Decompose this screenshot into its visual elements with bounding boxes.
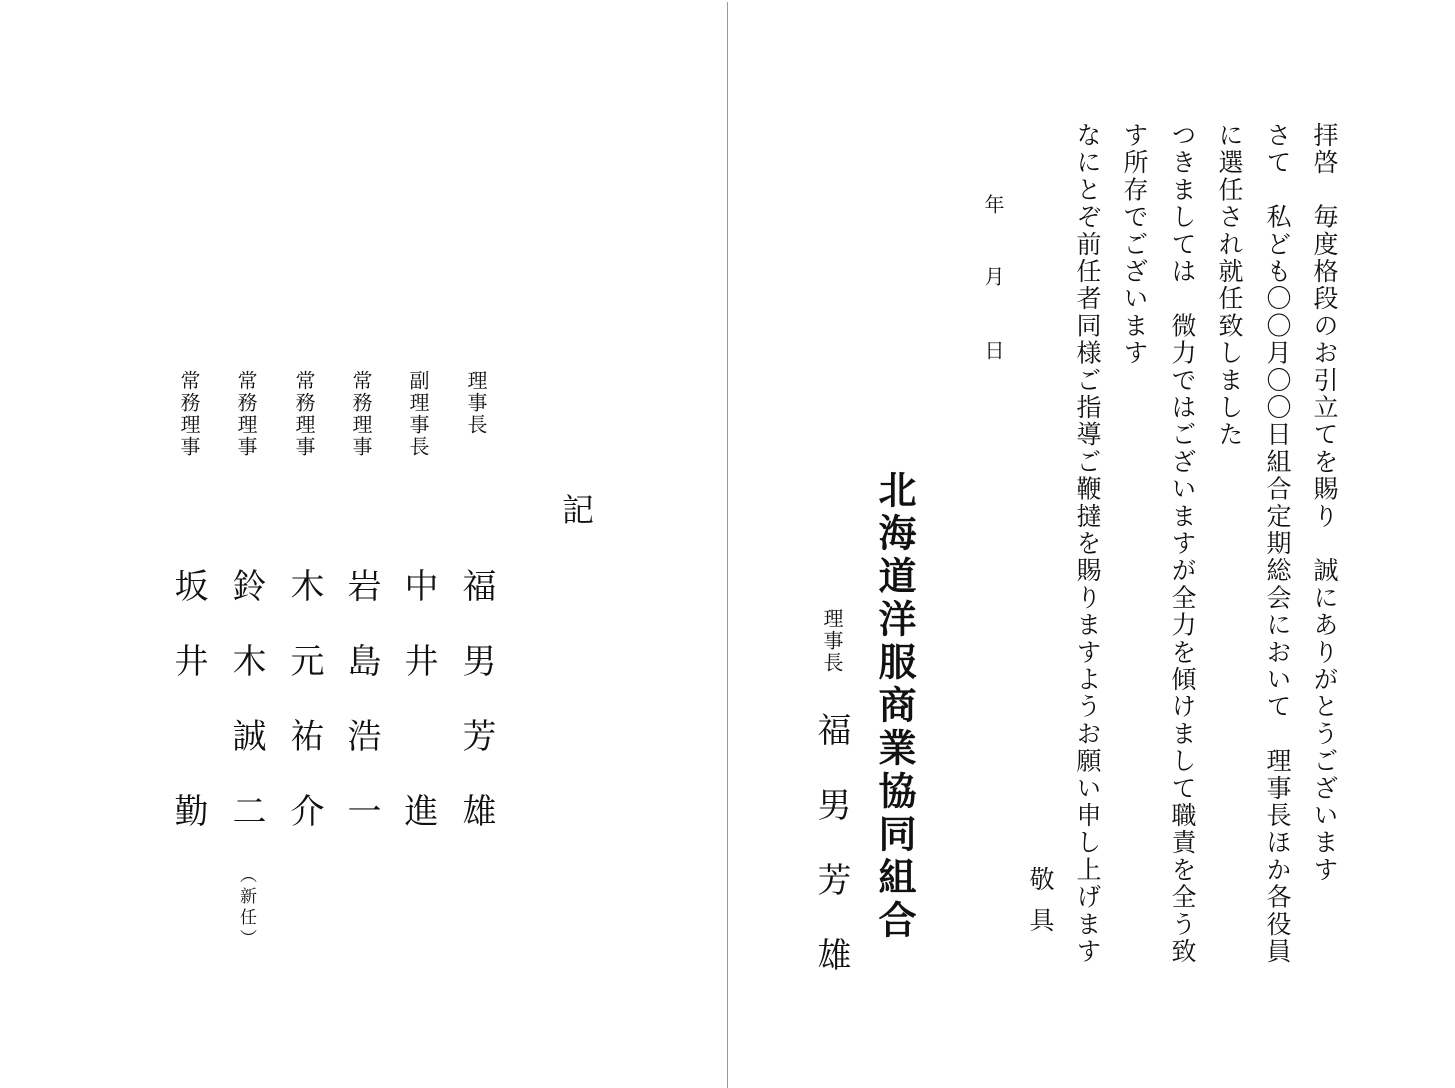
letter-line-4: つきましては 微力ではございますが全力を傾けまして職責を全う致 bbox=[1168, 122, 1197, 966]
organization-name: 北海道洋服商業協同組合 bbox=[872, 470, 917, 943]
letter-line-6: なにとぞ前任者同様ご指導ご鞭撻を賜りますようお願い申し上げます bbox=[1073, 122, 1102, 966]
date-year: 年 bbox=[981, 194, 1005, 220]
signer-title: 理事長 bbox=[820, 608, 844, 674]
member-name-2: 中井 進 bbox=[398, 568, 438, 868]
member-name-5: 鈴木誠二 bbox=[226, 568, 266, 868]
letter-line-1: 拝啓 毎度格段のお引立てを賜り 誠にありがとうございます bbox=[1310, 122, 1339, 884]
letter-page bbox=[728, 0, 1455, 1088]
letter-line-3: に選任され就任致しました bbox=[1215, 122, 1244, 449]
date-day: 日 bbox=[981, 340, 1005, 366]
record-page bbox=[0, 0, 727, 1088]
letter-line-5: す所存でございます bbox=[1120, 122, 1149, 367]
new-appointment-note: （新任） bbox=[236, 866, 256, 950]
closing-keigu: 敬具 bbox=[1026, 866, 1055, 948]
member-role-5: 常務理事 bbox=[234, 370, 258, 458]
record-heading: 記 bbox=[562, 491, 595, 529]
member-role-4: 常務理事 bbox=[292, 370, 316, 458]
member-role-1: 理事長 bbox=[464, 370, 488, 436]
member-name-4: 木元祐介 bbox=[284, 568, 324, 868]
member-name-1: 福男芳雄 bbox=[456, 568, 496, 868]
letter-line-2: さて 私ども〇〇月〇〇日組合定期総会において 理事長ほか各役員 bbox=[1263, 122, 1292, 966]
member-role-2: 副理事長 bbox=[406, 370, 430, 458]
member-role-6: 常務理事 bbox=[177, 370, 201, 458]
signer-name: 福男芳雄 bbox=[811, 712, 851, 1012]
member-role-3: 常務理事 bbox=[349, 370, 373, 458]
date-month: 月 bbox=[981, 266, 1005, 292]
member-name-3: 岩島浩一 bbox=[341, 568, 381, 868]
member-name-6: 坂井 勤 bbox=[168, 568, 208, 868]
